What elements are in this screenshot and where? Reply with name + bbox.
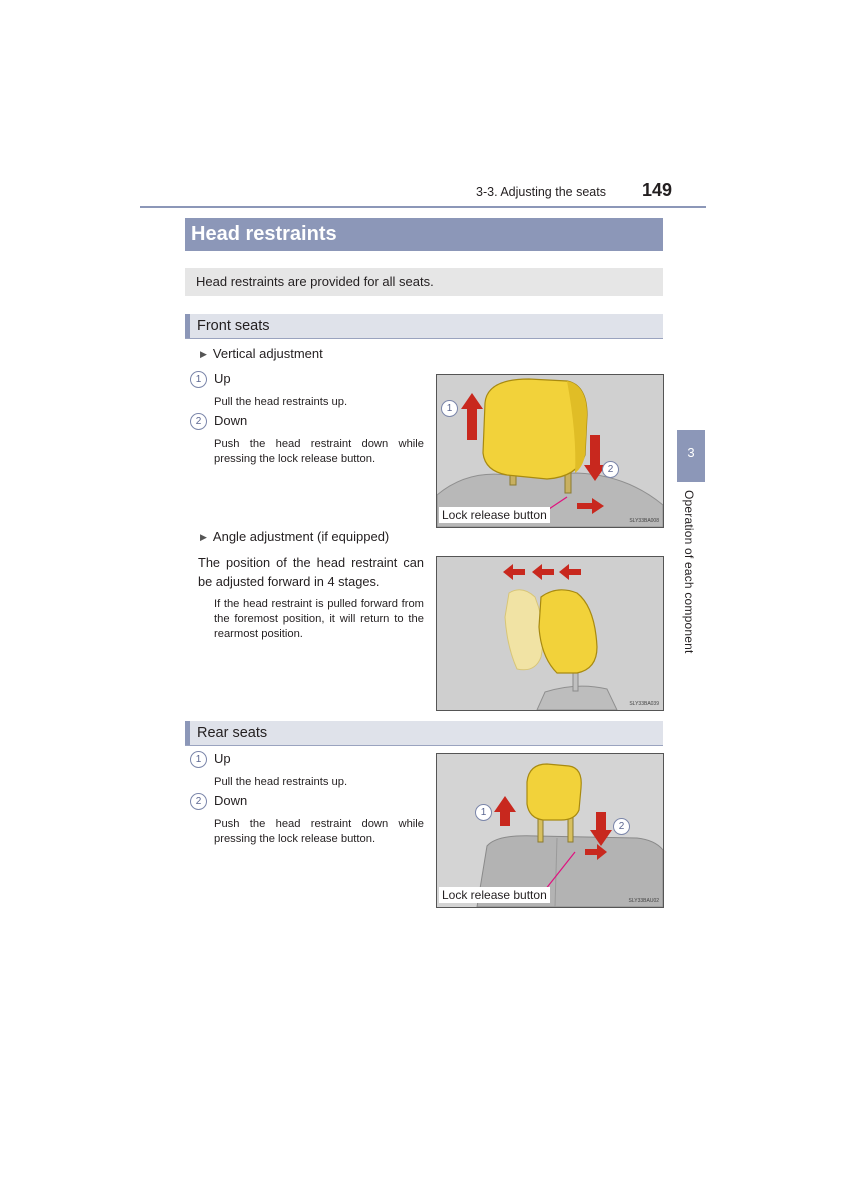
step-down-label: Down [214,413,248,428]
chapter-label: Operation of each component [682,490,696,654]
page-title: Head restraints [191,223,337,245]
rear-vertical-figure [436,753,664,908]
lock-release-caption: Lock release button [439,887,550,903]
step-up-desc: Pull the head restraints up. [214,396,348,408]
rear-step-number-2: 2 [190,793,207,810]
figure-code: SLY33BA039 [629,701,659,707]
vertical-adjustment-label: Vertical adjustment [212,346,323,361]
front-angle-illustration [437,557,663,710]
vertical-adjustment-item [200,346,323,361]
figure-marker-2: 2 [613,818,630,835]
rear-step-up-desc: Pull the head restraints up. [214,776,348,788]
heading-accent [185,314,190,338]
figure-code: SLY33BAU02 [628,898,659,904]
step-down-desc: Push the head restraint down while pressing the lock release button. [214,438,424,465]
header-divider [140,206,706,208]
front-vertical-figure [436,374,664,528]
front-seats-heading-bar [185,314,663,339]
rear-step-up-label: Up [214,751,231,766]
angle-note-text: If the head restraint is pulled forward from the foremost position, it will return to the rearmost position. [214,598,424,640]
triangle-bullet-icon: ▶ [200,349,207,359]
front-angle-figure [436,556,664,711]
figure-marker-2: 2 [602,461,619,478]
figure-marker-1: 1 [441,400,458,417]
intro-box [185,268,663,296]
section-header: 3-3. Adjusting the seats [476,185,606,199]
lock-release-caption: Lock release button [439,507,550,523]
chapter-number: 3 [687,445,695,460]
intro-text: Head restraints are provided for all seats. [196,274,434,289]
chapter-tab[interactable] [677,430,705,482]
angle-adjustment-item [200,529,389,544]
figure-code: SLY33BA008 [629,518,659,524]
rear-seats-heading: Rear seats [197,725,268,741]
step-number-2: 2 [190,413,207,430]
page-title-bar [185,218,663,251]
angle-body-text: The position of the head restraint can be adjusted forward in 4 stages. [198,555,424,589]
rear-step-down-desc: Push the head restraint down while pressing the lock release button. [214,818,424,845]
rear-step-number-1: 1 [190,751,207,768]
angle-adjustment-label: Angle adjustment (if equipped) [212,529,390,544]
rear-seats-heading-bar [185,721,663,746]
rear-step-down-label: Down [214,793,248,808]
step-up-label: Up [214,371,231,386]
front-seats-heading: Front seats [197,318,270,334]
figure-marker-1: 1 [475,804,492,821]
rear-vertical-illustration [437,754,663,907]
step-number-1: 1 [190,371,207,388]
page-number: 149 [642,180,673,200]
triangle-bullet-icon: ▶ [200,532,207,542]
heading-accent [185,721,190,745]
front-vertical-illustration [437,375,663,527]
